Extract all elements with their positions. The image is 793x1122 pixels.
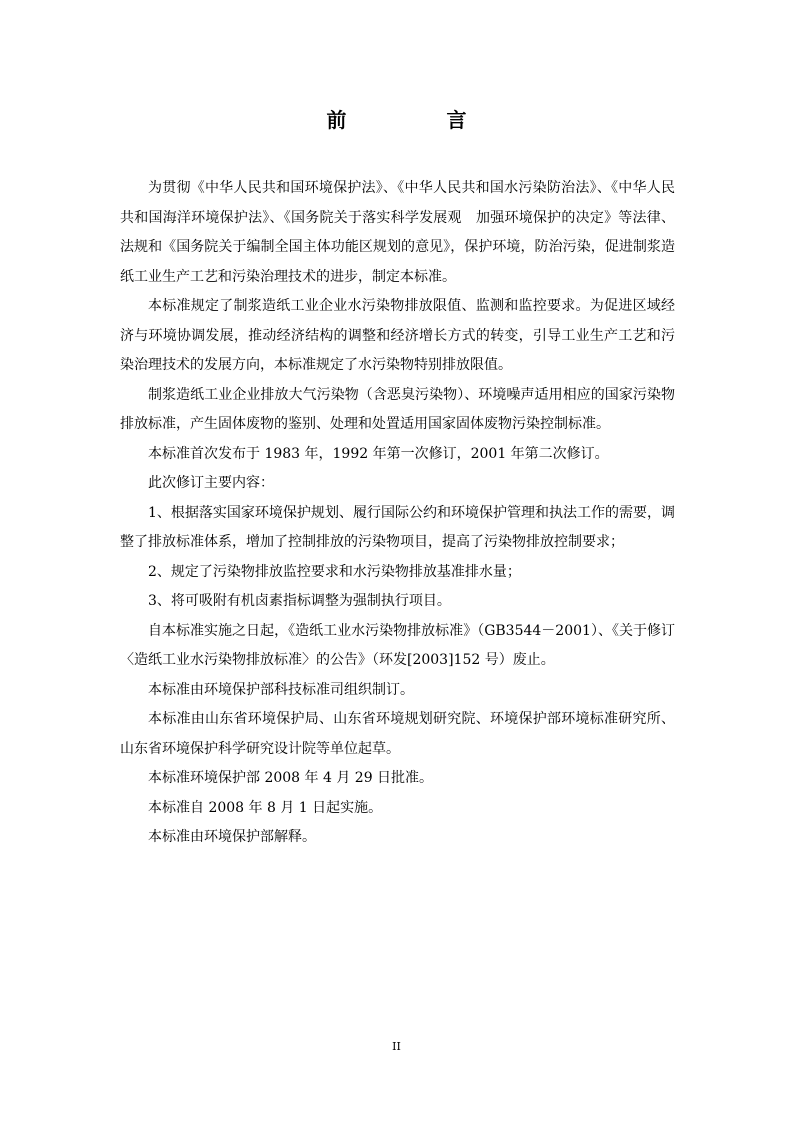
paragraph: 为贯彻《中华人民共和国环境保护法》、《中华人民共和国水污染防治法》、《中华人民共和国海洋环境保护法》、《国务院关于落实科学发展观 加强环境保护的决定》等法律、法规和《国务院关于编制全国主体功能区规划的意见》，保护环境，防治污染，促进制浆造纸工业生产工艺和污染治理技术的进步，制定本标准。 <box>120 180 675 285</box>
paragraph: 本标准由山东省环境保护局、山东省环境规划研究院、环境保护部环境标准研究所、山东省环境保护科学研究设计院等单位起草。 <box>120 711 675 757</box>
paragraph: 此次修订主要内容： <box>148 475 274 491</box>
page-number: II <box>392 1040 401 1053</box>
paragraph: 制浆造纸工业企业排放大气污染物（含恶臭污染物）、环境噪声适用相应的国家污染物排放标准，产生固体废物的鉴别、处理和处置适用国家固体废物污染控制标准。 <box>120 386 675 432</box>
paragraph: 本标准首次发布于 1983 年，1992 年第一次修订，2001 年第二次修订。 <box>148 445 609 462</box>
paragraph: 2、规定了污染物排放监控要求和水污染物排放基准排水量； <box>148 563 521 580</box>
paragraph: 本标准由环境保护部科技标准司组织制订。 <box>148 681 414 698</box>
paragraph: 3、将可吸附有机卤素指标调整为强制执行项目。 <box>148 593 451 609</box>
paragraph: 本标准规定了制浆造纸工业企业水污染物排放限值、监测和监控要求。为促进区域经济与环境协调发展，推动经济结构的调整和经济增长方式的转变，引导工业生产工艺和污染治理技术的发展方向，本标准规定了水污染物特别排放限值。 <box>120 298 675 373</box>
paragraph: 本标准自 2008 年 8 月 1 日起实施。 <box>148 799 383 816</box>
paragraph: 1、根据落实国家环境保护规划、履行国际公约和环境保护管理和执法工作的需要，调整了排放标准体系，增加了控制排放的污染物项目，提高了污染物排放控制要求； <box>120 504 675 550</box>
paragraph: 本标准由环境保护部解释。 <box>148 829 316 845</box>
preface-body <box>120 174 675 853</box>
page-title: 前 言 <box>326 108 507 132</box>
paragraph: 自本标准实施之日起，《造纸工业水污染物排放标准》（GB3544－2001）、《关于修订〈造纸工业水污染物排放标准〉的公告》（环发[2003]152 号）废止。 <box>120 622 675 668</box>
paragraph: 本标准环境保护部 2008 年 4 月 29 日批准。 <box>148 770 434 786</box>
